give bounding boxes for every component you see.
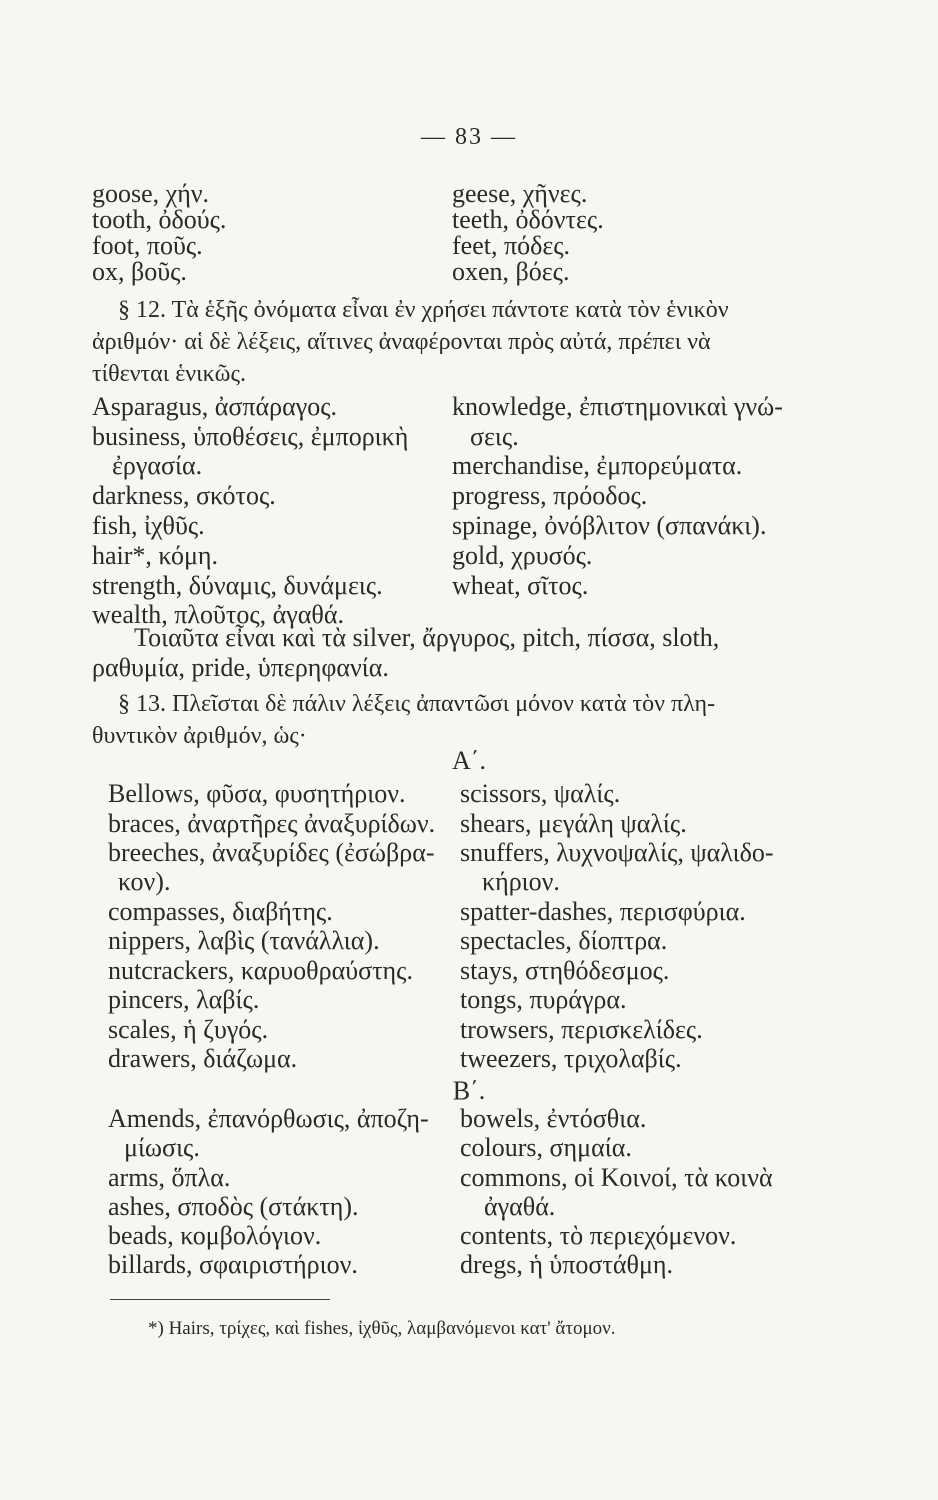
entry-drawers: drawers, διάζωμα. (108, 1044, 298, 1073)
entry-commons-cont: ἀγαθά. (484, 1192, 556, 1221)
toiauta-line: ραθυμία, pride, ὑπερηφανία. (92, 653, 389, 682)
entry-asparagus: Asparagus, ἀσπάραγος. (92, 392, 338, 421)
entry-compasses: compasses, διαβήτης. (108, 897, 333, 926)
entry-ashes: ashes, σποδὸς (στάκτη). (108, 1192, 359, 1221)
entry-hair: hair*, κόμη. (92, 541, 218, 570)
footnote-rule (110, 1299, 330, 1300)
entry-braces: braces, ἀναρτῆρες ἀναξυρίδων. (108, 809, 436, 838)
entry-goose: goose, χήν. (92, 179, 210, 208)
entry-amends: Amends, ἐπανόρθωσις, ἀποζη- (108, 1104, 429, 1133)
entry-darkness: darkness, σκότος. (92, 481, 276, 510)
paragraph-12-line: τίθενται ἑνικῶς. (92, 361, 246, 387)
entry-snuffers-cont: κήριον. (482, 867, 560, 896)
entry-merchandise: merchandise, ἐμπορεύματα. (452, 451, 743, 480)
entry-billards: billards, σφαιριστήριον. (108, 1250, 358, 1279)
entry-geese: geese, χῆνες. (452, 179, 588, 208)
entry-spectacles: spectacles, δίοπτρα. (460, 926, 668, 955)
entry-breeches: breeches, ἀναξυρίδες (ἐσώβρα- (108, 838, 435, 867)
section-heading-a: Α΄. (452, 746, 486, 775)
entry-dregs: dregs, ἡ ὑποστάθμη. (460, 1250, 673, 1279)
entry-amends-cont: μίωσις. (124, 1133, 200, 1162)
toiauta-line: Τοιαῦτα εἶναι καὶ τὰ silver, ἄργυρος, pitch, πίσσα, sloth, (134, 623, 720, 652)
footnote: *) Hairs, τρίχες, καὶ fishes, ἰχθῦς, λαμβανόμενοι κατ' ἄτομον. (148, 1318, 616, 1339)
entry-knowledge: knowledge, ἐπιστημονικαὶ γνώ- (452, 392, 783, 421)
entry-scissors: scissors, ψαλίς. (460, 779, 621, 808)
entry-feet: feet, πόδες. (452, 231, 571, 260)
entry-breeches-cont: κον). (118, 867, 171, 896)
paragraph-12-line: § 12. Τὰ ἑξῆς ὀνόματα εἶναι ἐν χρήσει πάντοτε κατὰ τὸν ἑνικὸν (118, 297, 729, 323)
entry-tweezers: tweezers, τριχολαβίς. (460, 1044, 682, 1073)
entry-foot: foot, ποῦς. (92, 231, 203, 260)
entry-beads: beads, κομβολόγιον. (108, 1221, 322, 1250)
entry-fish: fish, ἰχθῦς. (92, 511, 205, 540)
entry-progress: progress, πρόοδος. (452, 481, 648, 510)
entry-shears: shears, μεγάλη ψαλίς. (460, 809, 687, 838)
entry-tooth: tooth, ὀδούς. (92, 205, 227, 234)
entry-nutcrackers: nutcrackers, καρυοθραύστης. (108, 956, 413, 985)
entry-wealth: wealth, πλοῦτος, ἀγαθά. (92, 600, 344, 629)
page-number: — 83 — (421, 124, 517, 150)
entry-nippers: nippers, λαβὶς (τανάλλια). (108, 926, 380, 955)
paragraph-13-line: θυντικὸν ἀριθμόν, ὡς· (92, 723, 307, 749)
entry-wheat: wheat, σῖτος. (452, 571, 589, 600)
paragraph-13-line: § 13. Πλεῖσται δὲ πάλιν λέξεις ἀπαντῶσι μόνον κατὰ τὸν πλη- (118, 691, 716, 717)
entry-gold: gold, χρυσός. (452, 541, 593, 570)
entry-spinage: spinage, ὀνόβλιτον (σπανάκι). (452, 511, 767, 540)
entry-oxen: oxen, βόες. (452, 257, 570, 286)
entry-spatter-dashes: spatter-dashes, περισφύρια. (460, 897, 746, 926)
entry-trowsers: trowsers, περισκελίδες. (460, 1015, 703, 1044)
entry-scales: scales, ἡ ζυγός. (108, 1015, 269, 1044)
entry-tongs: tongs, πυράγρα. (460, 985, 627, 1014)
entry-arms: arms, ὅπλα. (108, 1163, 231, 1192)
entry-business: business, ὑποθέσεις, ἐμπορικὴ (92, 422, 409, 451)
entry-pincers: pincers, λαβίς. (108, 985, 260, 1014)
entry-ox: ox, βοῦς. (92, 257, 187, 286)
entry-bellows: Bellows, φῦσα, φυσητήριον. (108, 779, 406, 808)
section-heading-b: Β΄. (452, 1076, 486, 1105)
entry-commons: commons, οἱ Κοινοί, τὰ κοινὰ (460, 1163, 773, 1192)
entry-strength: strength, δύναμις, δυνάμεις. (92, 571, 383, 600)
entry-colours: colours, σημαία. (460, 1133, 632, 1162)
entry-contents: contents, τὸ περιεχόμενον. (460, 1221, 737, 1250)
entry-bowels: bowels, ἐντόσθια. (460, 1104, 647, 1133)
entry-business-cont: ἐργασία. (112, 451, 203, 480)
entry-knowledge-cont: σεις. (470, 422, 519, 451)
entry-teeth: teeth, ὀδόντες. (452, 205, 604, 234)
paragraph-12-line: ἀριθμόν· αἱ δὲ λέξεις, αἵτινες ἀναφέρονται πρὸς αὐτά, πρέπει νὰ (92, 329, 711, 355)
entry-snuffers: snuffers, λυχνοψαλίς, ψαλιδο- (460, 838, 774, 867)
entry-stays: stays, στηθόδεσμος. (460, 956, 670, 985)
